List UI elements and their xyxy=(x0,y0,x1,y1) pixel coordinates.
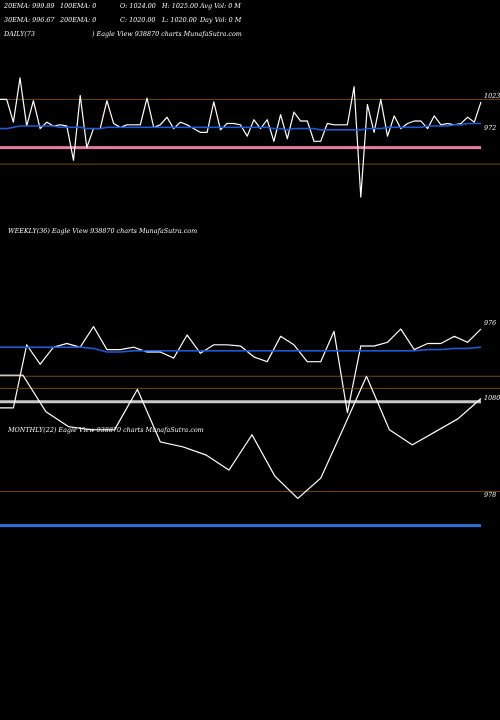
daily-panel-title: DAILY(73 xyxy=(4,30,35,38)
weekly-tick: 976 xyxy=(484,319,497,327)
ema20-label: 20EMA: 999.89 xyxy=(4,2,55,10)
monthly-panel-title: MONTHLY(22) Eagle View 938870 charts MunafaSutra.com xyxy=(8,426,204,434)
ema100-label: 100EMA: 0 xyxy=(60,2,97,10)
daily-panel-subtitle: ) Eagle View 938870 charts MunafaSutra.com xyxy=(92,30,242,38)
monthly-tick-upper: 1080 xyxy=(484,394,500,402)
indicator-header xyxy=(3,2,242,24)
daily-tick-lower: 972 xyxy=(484,124,497,132)
day-vol-label: Day Vol: 0 M xyxy=(200,16,242,24)
close-label: C: 1020.00 xyxy=(120,16,156,24)
avg-vol-label: Avg Vol: 0 M xyxy=(200,2,241,10)
weekly-panel-title: WEEKLY(36) Eagle View 938870 charts MunafaSutra.com xyxy=(8,227,198,235)
monthly-series-0-line xyxy=(0,375,481,498)
low-label: L: 1020.00 xyxy=(162,16,197,24)
ema30-label: 30EMA: 996.67 xyxy=(4,16,55,24)
monthly-tick-lower: 978 xyxy=(484,491,497,499)
high-label: H: 1025.00 xyxy=(162,2,199,10)
weekly-series-0-line xyxy=(0,327,481,413)
weekly-series-1-line xyxy=(0,347,481,352)
daily-tick-upper: 1023 xyxy=(484,92,500,100)
chart-marks xyxy=(0,78,500,526)
open-label: O: 1024.00 xyxy=(120,2,156,10)
ema200-label: 200EMA: 0 xyxy=(60,16,97,24)
daily-series-0-line xyxy=(0,78,481,197)
